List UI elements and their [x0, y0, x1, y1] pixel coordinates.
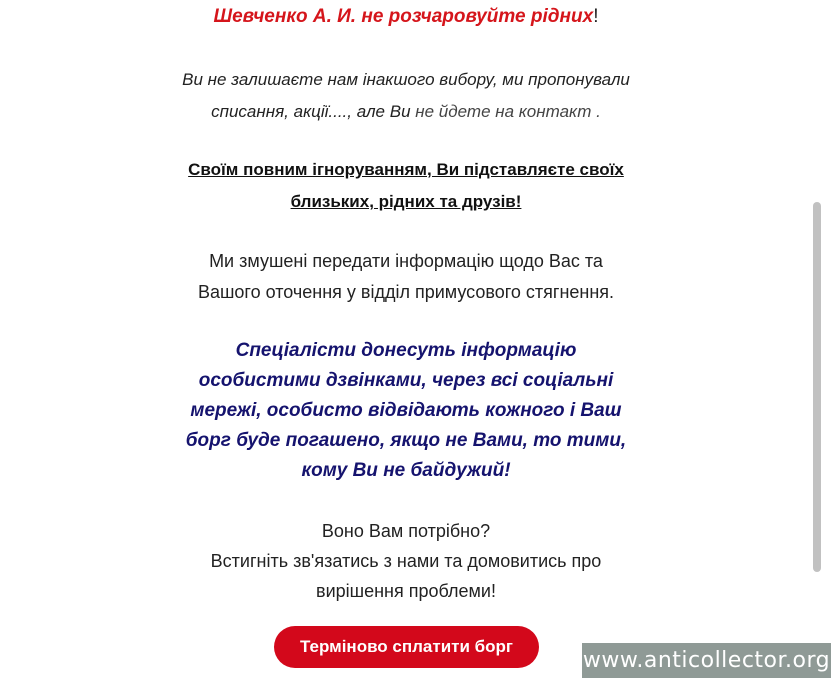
paragraph-line: кому Ви не байдужий! — [301, 460, 511, 481]
paragraph-specialists — [150, 336, 662, 486]
headline — [0, 5, 812, 29]
headline-text: Шевченко А. И. не розчаровуйте рідних — [213, 6, 594, 27]
paragraph-line: особистими дзвінками, через всі соціальні — [198, 370, 614, 391]
paragraph-line: Воно Вам потрібно? — [321, 521, 491, 541]
paragraph-ignoring — [150, 154, 662, 218]
paragraph-enforcement — [150, 246, 662, 308]
paragraph-line: Ми змушені передати інформацію щодо Вас та — [209, 251, 603, 271]
headline-exclamation: ! — [593, 6, 599, 27]
paragraph-fragment: не йдете на контакт . — [415, 102, 601, 121]
paragraph-line: мережі, особисто відвідають кожного і Ваш — [190, 400, 622, 421]
paragraph-line: борг буде погашено, якщо не Вами, то тими, — [185, 430, 627, 451]
paragraph-line — [150, 96, 662, 128]
paragraph-line: Вашого оточення у відділ примусового стягнення. — [197, 282, 615, 302]
paragraph-line: Спеціалісти донесуть інформацію — [235, 340, 577, 361]
paragraph-no-choice — [150, 64, 662, 128]
paragraph-fragment: списання, акції...., але Ви — [211, 102, 416, 121]
paragraph-line: вирішення проблеми! — [316, 581, 496, 601]
paragraph-line: Своїм повним ігноруванням, Ви підставляєте своїх — [188, 160, 624, 179]
paragraph-line: Встигніть зв'язатись з нами та домовитись про — [210, 551, 602, 571]
pay-debt-button[interactable]: Терміново сплатити борг — [274, 626, 539, 668]
paragraph-line: близьких, рідних та друзів! — [290, 192, 522, 211]
scrollbar[interactable] — [812, 0, 831, 678]
paragraph-line: Ви не залишаєте нам інакшого вибору, ми пропонували — [182, 70, 630, 89]
scrollbar-thumb[interactable] — [813, 202, 821, 572]
paragraph-call-to-action — [150, 516, 662, 606]
watermark: www.anticollector.org — [582, 643, 831, 678]
